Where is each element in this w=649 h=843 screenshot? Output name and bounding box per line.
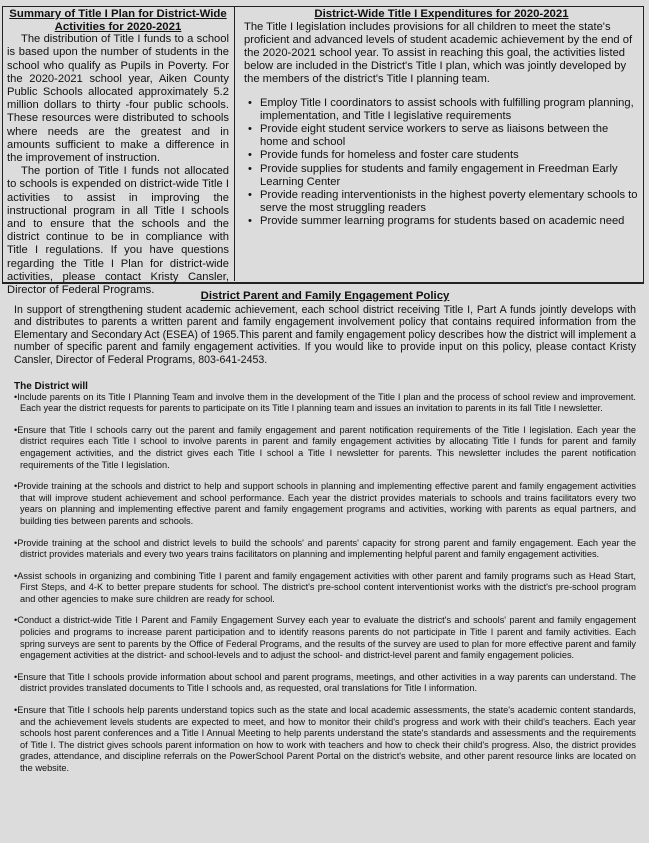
list-item: • Provide supplies for students and family engagement in Freedman Early Learning Center bbox=[248, 162, 618, 188]
list-item: • Provide eight student service workers to serve as liaisons between the home and school bbox=[248, 123, 609, 149]
bullet-icon: • bbox=[248, 96, 252, 109]
expenditures-column bbox=[244, 8, 639, 229]
list-item: •Ensure that Title I schools help parents understand topics such as the state and local academic assessments, the state's academic content standards, and the achievement levels students are expected to meet, and how to monitor their child's progress and work with their child's teachers. Each year schools host parent conferences and a Title I Annual Meeting to help parents understand the state's standards and assessments and the requirements of Title I. The district gives schools parent information on how to work with teachers and how to check their child's progress. Also, the district provides grades, attendance, and discipline referrals on the PowerSchool Parent Portal on the district's website, and other parent resource links are located on the website. bbox=[14, 705, 636, 773]
summary-column bbox=[7, 8, 229, 297]
list-item: • Provide funds for homeless and foster care students bbox=[248, 149, 519, 162]
list-item: • Provide reading interventionists in the highest poverty elementary schools to serve the most struggling readers bbox=[248, 189, 638, 215]
summary-paragraph-2: The portion of Title I funds not allocated to schools is expended on district-wide Title I activities to assist in improving the instructional program in all Title I schools and to ensure that the schools and the district continue to be in compliance with Title I regulations. If you have questions regarding the Title I Plan for district-wide activities, please contact Kristy Cansler, Director of Federal Programs. bbox=[7, 165, 229, 297]
list-item: •Include parents on its Title I Planning Team and involve them in the development of the Title I plan and the process of school review and improvement. Each year the district requests for parents to participate on its Title I planning team and issues an invitation to parents in its fall Title I newsletter. bbox=[14, 391, 636, 414]
district-will-heading: The District will bbox=[14, 380, 88, 392]
list-item: •Conduct a district-wide Title I Parent and Family Engagement Survey each year to evaluate the district's and schools' parent and family engagement policies and programs to increase parent participation and to identify reasons parents do not participate in Title I parent and family activities. Each spring surveys are sent to parents by the Office of Federal Programs, and the results of the survey are used to plan for more effective parent and family engagement activities at the district- and school-levels and to adjust the school- and district-level parent and family engagement policies. bbox=[14, 615, 636, 661]
list-item: •Assist schools in organizing and combining Title I parent and family engagement activities with other parent and family programs such as Head Start, First Steps, and 4-K to better prepare students for school. The district's pre-school content interventionist works with the district's pre-school program and other agencies to make sure children are ready for school. bbox=[14, 570, 636, 604]
policy-title: District Parent and Family Engagement Policy bbox=[200, 290, 450, 302]
bullet-icon: • bbox=[248, 215, 252, 228]
bullet-icon: • bbox=[248, 123, 252, 136]
expenditures-intro: The Title I legislation includes provisions for all children to meet the state's proficient and advanced levels of student academic achievement by the end of the 2020-2021 school year. To assist in reaching this goal, the activities listed below are included in the District's Title I plan, which was jointly developed by the members of the district's Title I planning team. bbox=[244, 20, 633, 86]
list-item: •Provide training at the schools and district to help and support schools in planning and implementing effective parent and family engagement activities that will improve student achievement and school performance. Each year the district provides materials to schools and trains facilitators every two years on planning and implementing effective parent and family engagement programs and activities, working with parents as equal partners, and building ties between parents and schools. bbox=[14, 481, 636, 526]
list-item: •Ensure that Title I schools carry out the parent and family engagement and parent notification requirements of the Title I legislation. Each year the district requires each Title I school to involve parents in parent and family engagement activities by allocating Title I funds for parent and family engagement activities, and the district gives each Title I school a Title I newsletter for parents. This newsletter includes the parent notification requirements of the Title I legislation. bbox=[14, 424, 636, 470]
policy-intro: In support of strengthening student academic achievement, each school district receiving Title I, Part A funds jointly develops with and distributes to parents a written parent and family engagement involvement policy that contains required information from the Elementary and Secondary Act (ESEA) of 1965.This parent and family engagement policy describes how the district will implement a number of specific parent and family engagement activities. If you would like to provide input on this policy, please contact Kristy Cansler, Director of Federal Programs, 803-641-2453. bbox=[14, 303, 636, 366]
expenditures-list bbox=[244, 97, 639, 229]
district-will-list bbox=[14, 392, 636, 775]
policy-section bbox=[14, 290, 636, 785]
bullet-icon: • bbox=[248, 149, 252, 162]
list-item: •Ensure that Title I schools provide information about school and parent programs, meetings, and other activities in a way parents can understand. The district provides translated documents to Title I schools and, as requested, oral translations for Title I information. bbox=[14, 671, 636, 694]
expenditures-title: District-Wide Title I Expenditures for 2020-2021 bbox=[314, 8, 569, 20]
list-item: • Provide summer learning programs for students based on academic need bbox=[248, 215, 625, 228]
bullet-icon: • bbox=[248, 162, 252, 175]
bullet-icon: • bbox=[248, 189, 252, 202]
list-item: • Employ Title I coordinators to assist schools with fulfilling program planning, implementation, and Title I legislative requirements bbox=[248, 96, 634, 122]
summary-paragraph-1: The distribution of Title I funds to a school is based upon the number of students in the school who qualify as Pupils in Poverty. For the 2020-2021 school year, Aiken County Public Schools allocated approximately 5.2 million dollars to thirty -four public schools. These resources were distributed to schools where needs are the greatest and in amounts sufficient to make a difference in the improvement of instruction. bbox=[7, 33, 229, 165]
column-divider bbox=[234, 7, 235, 281]
list-item: •Provide training at the school and district levels to build the schools' and parents' capacity for strong parent and family engagement. Each year the district provides materials and every two years trains facilitators on planning and implementing helpful parent and family engagement activities. bbox=[14, 537, 636, 560]
summary-title: Summary of Title I Plan for District-Wide Activities for 2020-2021 bbox=[9, 8, 227, 33]
